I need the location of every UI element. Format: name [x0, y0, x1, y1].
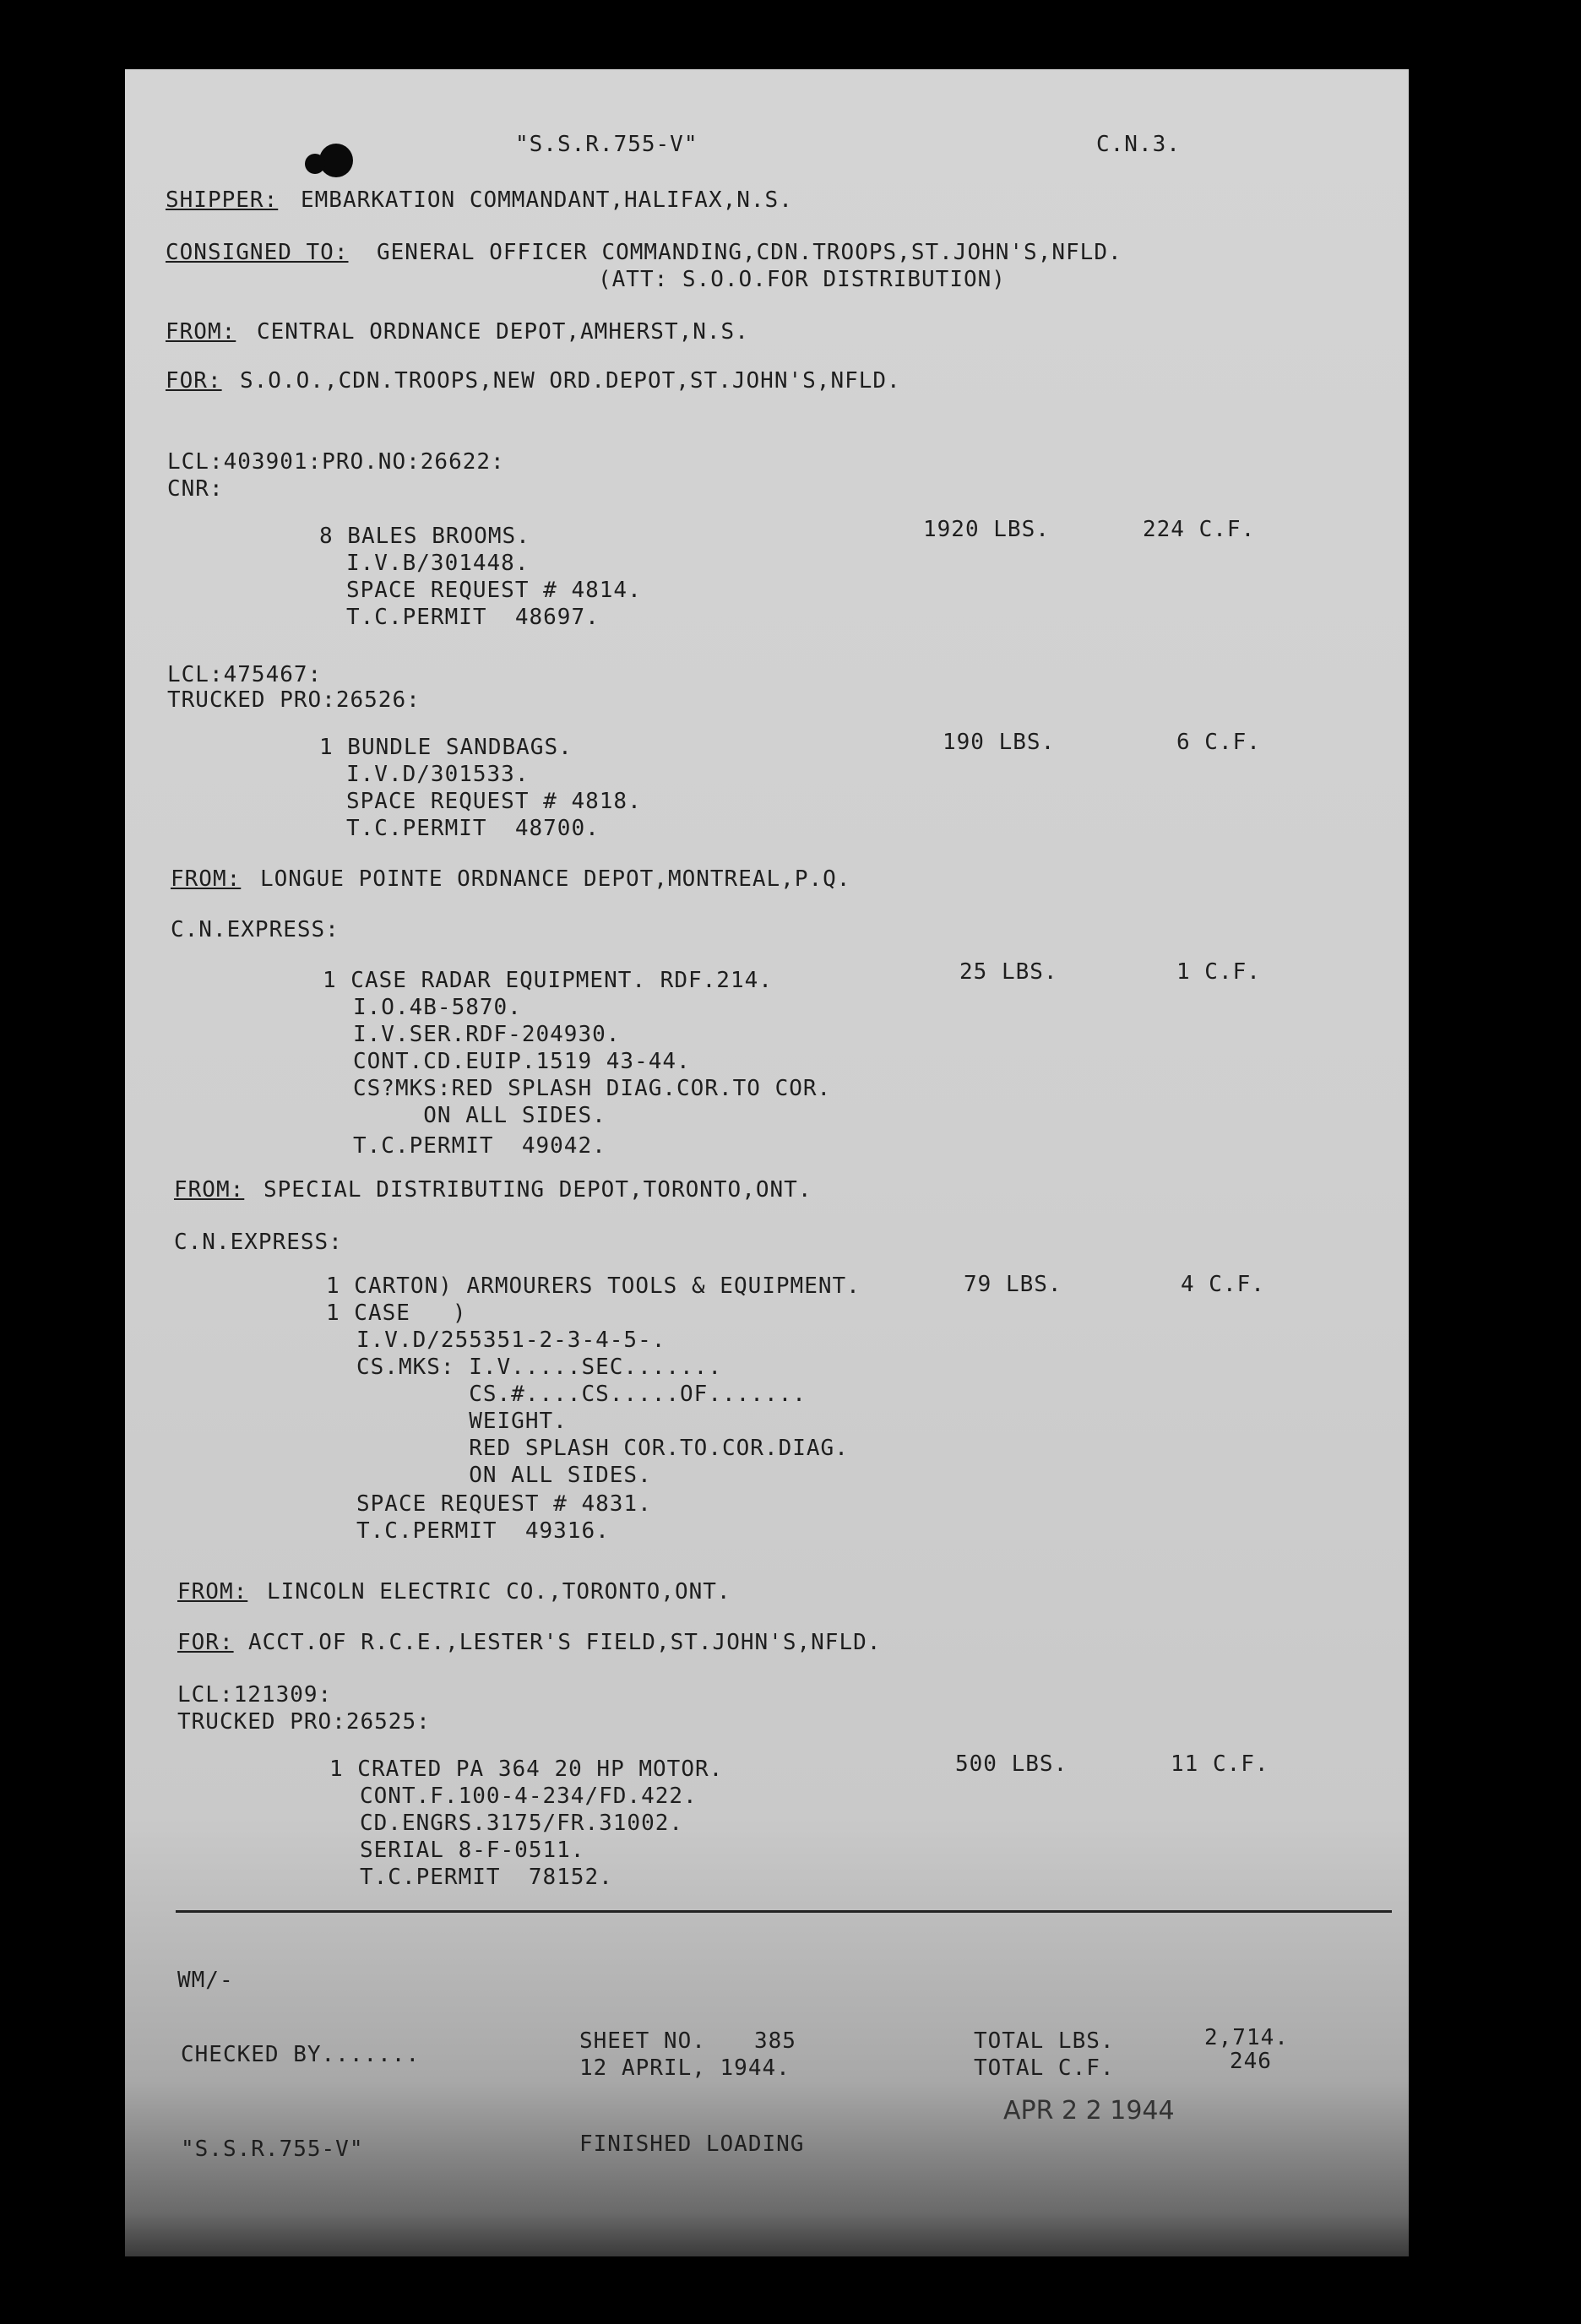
sheet-date: 12 APRIL, 1944.	[579, 2055, 790, 2081]
total-cf-value: 246	[1230, 2049, 1272, 2074]
item-weight: 500 LBS.	[955, 1751, 1068, 1777]
sheet-no-value: 385	[754, 2028, 796, 2054]
divider-rule	[176, 1910, 1392, 1913]
item-weight: 79 LBS.	[964, 1272, 1062, 1297]
consigned-att: (ATT: S.O.O.FOR DISTRIBUTION)	[598, 267, 1006, 292]
express-line: C.N.EXPRESS:	[171, 917, 340, 942]
item-line: CD.ENGRS.3175/FR.31002.	[360, 1811, 684, 1836]
lcl-line: LCL:475467:	[167, 662, 323, 687]
from-label: FROM:	[177, 1579, 248, 1605]
express-line: C.N.EXPRESS:	[174, 1230, 343, 1255]
item-line: I.V.D/255351-2-3-4-5-.	[356, 1328, 666, 1353]
item-line: ON ALL SIDES.	[353, 1103, 606, 1128]
carrier-line: TRUCKED PRO:26525:	[177, 1709, 431, 1735]
lcl-line: LCL:403901:PRO.NO:26622:	[167, 449, 505, 475]
item-cf: 224 C.F.	[1143, 517, 1256, 542]
item-weight: 190 LBS.	[943, 730, 1056, 755]
for-label: FOR:	[177, 1630, 234, 1655]
item-line: I.V.B/301448.	[346, 551, 530, 576]
finished-loading: FINISHED LOADING	[579, 2131, 805, 2157]
item-cf: 4 C.F.	[1181, 1272, 1265, 1297]
for-label: FOR:	[166, 368, 222, 394]
item-line: I.V.SER.RDF-204930.	[353, 1022, 621, 1047]
from-label: FROM:	[174, 1177, 245, 1203]
item-line: SERIAL 8-F-0511.	[360, 1838, 585, 1863]
item-line: T.C.PERMIT 78152.	[360, 1865, 613, 1890]
from-label: FROM:	[171, 866, 242, 892]
item-line: T.C.PERMIT 49316.	[356, 1518, 610, 1544]
total-lbs-label: TOTAL LBS.	[974, 2028, 1115, 2054]
for-value: ACCT.OF R.C.E.,LESTER'S FIELD,ST.JOHN'S,NFLD.	[248, 1630, 882, 1655]
typist-initials: WM/-	[177, 1968, 234, 1993]
document-sheet	[125, 69, 1409, 2256]
total-cf-label: TOTAL C.F.	[974, 2055, 1115, 2081]
for-value: S.O.O.,CDN.TROOPS,NEW ORD.DEPOT,ST.JOHN'S,NFLD.	[240, 368, 901, 394]
item-line: 1 CARTON) ARMOURERS TOOLS & EQUIPMENT.	[326, 1273, 861, 1299]
lcl-line: LCL:121309:	[177, 1682, 333, 1708]
checked-by: CHECKED BY.......	[181, 2042, 421, 2067]
consigned-label: CONSIGNED TO:	[166, 240, 349, 265]
item-line: 1 CRATED PA 364 20 HP MOTOR.	[329, 1757, 724, 1782]
item-line: 8 BALES BROOMS.	[319, 524, 530, 549]
doc-ref-bottom: "S.S.R.755-V"	[181, 2137, 364, 2162]
item-line: SPACE REQUEST # 4818.	[346, 789, 642, 814]
item-line: CONT.CD.EUIP.1519 43-44.	[353, 1049, 691, 1074]
sheet-no-label: SHEET NO.	[579, 2028, 706, 2054]
consigned-value: GENERAL OFFICER COMMANDING,CDN.TROOPS,ST.JOHN'S,NFLD.	[377, 240, 1122, 265]
item-weight: 25 LBS.	[959, 959, 1058, 985]
item-line: CONT.F.100-4-234/FD.422.	[360, 1784, 698, 1809]
from-value: SPECIAL DISTRIBUTING DEPOT,TORONTO,ONT.	[264, 1177, 812, 1203]
punch-hole	[305, 154, 325, 174]
item-cf: 1 C.F.	[1176, 959, 1261, 985]
shipper-label: SHIPPER:	[166, 187, 279, 213]
item-line: WEIGHT.	[356, 1409, 568, 1434]
item-line: I.O.4B-5870.	[353, 995, 522, 1020]
from-value: LINCOLN ELECTRIC CO.,TORONTO,ONT.	[267, 1579, 731, 1605]
item-line: 1 BUNDLE SANDBAGS.	[319, 735, 573, 760]
item-line: RED SPLASH COR.TO.COR.DIAG.	[356, 1436, 849, 1461]
carrier-line: TRUCKED PRO:26526:	[167, 687, 421, 713]
item-line: 1 CASE RADAR EQUIPMENT. RDF.214.	[323, 968, 773, 993]
item-cf: 6 C.F.	[1176, 730, 1261, 755]
item-line: T.C.PERMIT 48700.	[346, 816, 600, 841]
item-line: CS?MKS:RED SPLASH DIAG.COR.TO COR.	[353, 1076, 832, 1101]
item-line: T.C.PERMIT 48697.	[346, 605, 600, 630]
doc-code-right: C.N.3.	[1096, 132, 1181, 157]
doc-ref-top: "S.S.R.755-V"	[515, 132, 698, 157]
total-lbs-value: 2,714.	[1204, 2025, 1289, 2050]
received-date-stamp: APR 2 2 1944	[1003, 2096, 1175, 2126]
from-value: CENTRAL ORDNANCE DEPOT,AMHERST,N.S.	[257, 319, 749, 345]
item-line: CS.#....CS.....OF.......	[356, 1382, 807, 1407]
item-weight: 1920 LBS.	[923, 517, 1050, 542]
item-line: ON ALL SIDES.	[356, 1463, 652, 1488]
item-line: SPACE REQUEST # 4814.	[346, 578, 642, 603]
item-line: T.C.PERMIT 49042.	[353, 1133, 606, 1159]
item-line: CS.MKS: I.V.....SEC.......	[356, 1355, 722, 1380]
item-cf: 11 C.F.	[1171, 1751, 1269, 1777]
shipper-value: EMBARKATION COMMANDANT,HALIFAX,N.S.	[301, 187, 793, 213]
item-line: I.V.D/301533.	[346, 762, 530, 787]
from-label: FROM:	[166, 319, 236, 345]
item-line: 1 CASE )	[326, 1300, 467, 1326]
carrier-line: CNR:	[167, 476, 224, 502]
from-value: LONGUE POINTE ORDNANCE DEPOT,MONTREAL,P.Q.	[260, 866, 851, 892]
item-line: SPACE REQUEST # 4831.	[356, 1491, 652, 1517]
